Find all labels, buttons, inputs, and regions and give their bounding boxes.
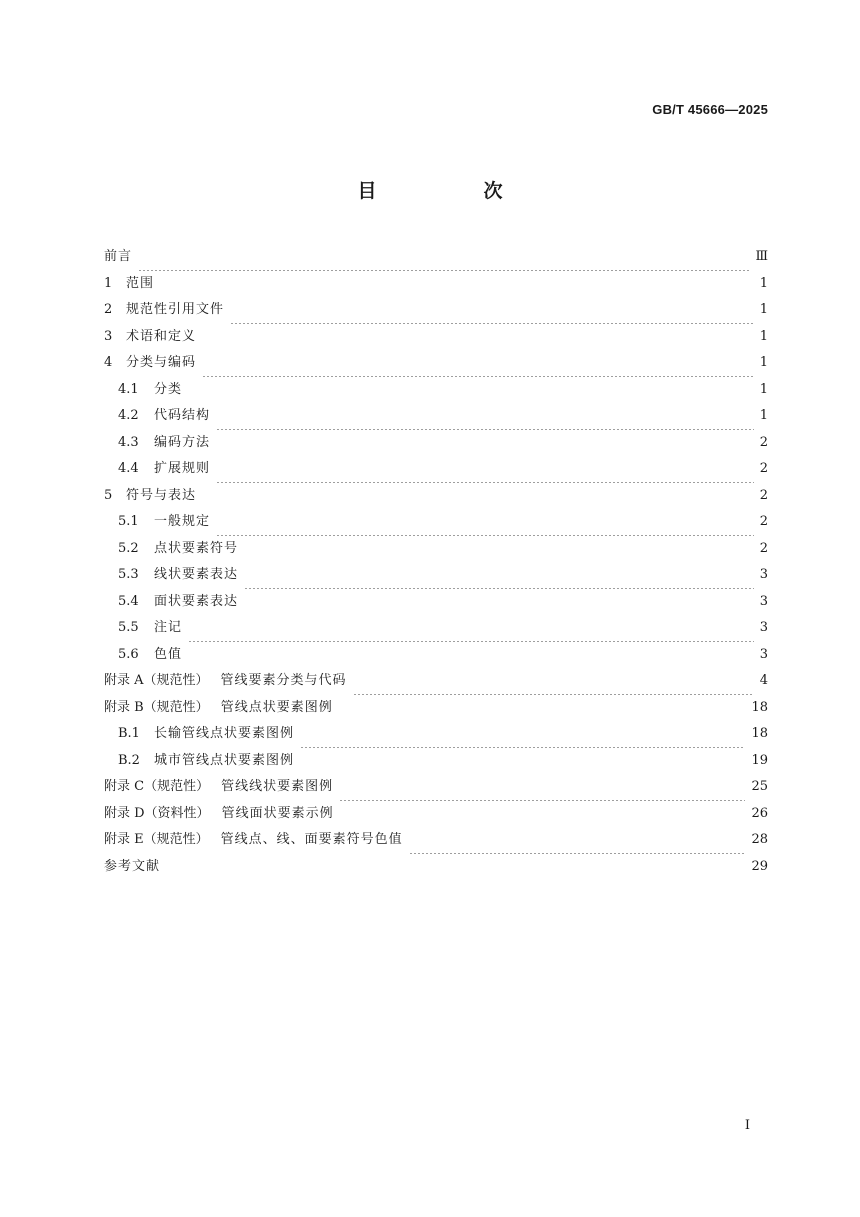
toc-dot-leader (339, 774, 745, 801)
toc-dot-leader (230, 297, 754, 324)
toc-entry-number: 3 (104, 328, 113, 344)
toc-dot-leader (216, 403, 754, 430)
toc-entry-number: 4.4 (118, 461, 139, 476)
toc-dot-leader (353, 668, 754, 695)
toc-entry-title: 管线线状要素图例 (221, 779, 334, 794)
toc-entry-number: 附录 A（规范性） (104, 673, 209, 688)
toc-dot-leader (300, 748, 745, 775)
toc-entry-page: 2 (759, 461, 768, 476)
toc-entry-title: 注记 (154, 620, 183, 635)
toc-entry-title: 管线要素分类与代码 (220, 673, 347, 688)
toc-dot-leader (216, 456, 754, 483)
toc-entry-page: 2 (759, 487, 768, 503)
toc-dot-leader (244, 589, 754, 616)
toc-entry-title: 管线点、线、面要素符号色值 (220, 832, 403, 847)
toc-entry[interactable] (104, 509, 768, 536)
toc-entry-number: 附录 C（规范性） (104, 779, 210, 794)
toc-dot-leader (166, 854, 745, 881)
toc-entry-page: 26 (751, 805, 768, 821)
toc-entry-number: 附录 D（资料性） (104, 805, 210, 821)
toc-entry-title: 色值 (154, 646, 183, 662)
toc-entry-number: 5.4 (118, 593, 139, 609)
toc-entry-number: 5.2 (118, 540, 139, 556)
toc-entry[interactable] (104, 536, 768, 563)
table-of-contents (104, 244, 768, 880)
toc-entry-title: 规范性引用文件 (126, 302, 225, 317)
toc-entry[interactable] (104, 562, 768, 589)
toc-dot-leader (202, 350, 754, 377)
toc-entry-number: 5.1 (118, 514, 139, 529)
toc-entry-number: 4 (104, 355, 113, 370)
toc-entry-page: Ⅲ (755, 249, 768, 264)
toc-entry-number: 5.6 (118, 646, 139, 662)
toc-entry-title: 管线面状要素示例 (221, 805, 334, 821)
toc-entry-title: 扩展规则 (154, 461, 211, 476)
toc-entry[interactable] (104, 430, 768, 457)
toc-entry[interactable] (104, 589, 768, 616)
toc-dot-leader (138, 244, 749, 271)
toc-entry-number: 4.3 (118, 434, 139, 450)
toc-dot-leader (216, 509, 754, 536)
toc-dot-leader (160, 271, 754, 298)
toc-entry[interactable] (104, 244, 768, 271)
toc-entry-page: 18 (751, 726, 768, 741)
toc-entry[interactable] (104, 721, 768, 748)
page-title: 目 次 (357, 180, 547, 202)
toc-entry-title: 面状要素表达 (154, 593, 239, 609)
toc-entry-page: 19 (751, 752, 768, 768)
toc-entry[interactable] (104, 271, 768, 298)
toc-dot-leader (188, 642, 754, 669)
toc-entry[interactable] (104, 801, 768, 828)
toc-dot-leader (202, 483, 754, 510)
toc-entry[interactable] (104, 615, 768, 642)
toc-entry-title: 编码方法 (154, 434, 211, 450)
toc-entry-page: 4 (759, 673, 768, 688)
toc-dot-leader (339, 695, 746, 722)
toc-entry[interactable] (104, 642, 768, 669)
toc-entry-page: 18 (751, 699, 768, 715)
toc-entry-title: 点状要素符号 (154, 540, 239, 556)
toc-dot-leader (409, 827, 746, 854)
toc-entry[interactable] (104, 668, 768, 695)
toc-entry[interactable] (104, 827, 768, 854)
toc-entry-title: 管线点状要素图例 (220, 699, 333, 715)
toc-entry-page: 1 (759, 302, 768, 317)
toc-entry-title: 代码结构 (154, 408, 211, 423)
toc-entry-page: 2 (759, 514, 768, 529)
toc-entry[interactable] (104, 350, 768, 377)
toc-entry-page: 2 (759, 540, 768, 556)
toc-entry[interactable] (104, 854, 768, 881)
toc-entry[interactable] (104, 748, 768, 775)
toc-entry-number: 5 (104, 487, 113, 503)
toc-entry-number: 5.3 (118, 567, 139, 582)
toc-entry-title: 范围 (126, 275, 155, 291)
toc-dot-leader (188, 615, 754, 642)
toc-entry-number: 5.5 (118, 620, 139, 635)
toc-entry-title: 城市管线点状要素图例 (154, 752, 295, 768)
toc-dot-leader (340, 801, 746, 828)
toc-entry-page: 1 (759, 408, 768, 423)
toc-entry-page: 1 (759, 275, 768, 291)
toc-dot-leader (188, 377, 754, 404)
toc-entry-page: 2 (759, 434, 768, 450)
toc-entry-page: 3 (759, 593, 768, 609)
toc-entry-page: 1 (759, 355, 768, 370)
toc-entry-page: 1 (759, 328, 768, 344)
toc-entry[interactable] (104, 297, 768, 324)
toc-entry-number: 附录 B（规范性） (104, 699, 209, 715)
toc-entry-number: 附录 E（规范性） (104, 832, 209, 847)
standard-number: GB/T 45666—2025 (652, 102, 768, 117)
toc-entry-number: B.1 (118, 726, 140, 741)
toc-entry-title: 术语和定义 (126, 328, 197, 344)
toc-entry-title: 一般规定 (154, 514, 211, 529)
toc-entry-page: 29 (751, 858, 768, 874)
toc-dot-leader (244, 536, 754, 563)
toc-entry-title: 分类 (154, 381, 183, 397)
toc-entry-number: 1 (104, 275, 113, 291)
toc-entry[interactable] (104, 695, 768, 722)
toc-entry-page: 3 (759, 567, 768, 582)
toc-entry[interactable] (104, 483, 768, 510)
toc-entry-title: 分类与编码 (126, 355, 197, 370)
toc-entry-number: 2 (104, 302, 113, 317)
toc-entry[interactable] (104, 377, 768, 404)
toc-entry[interactable] (104, 403, 768, 430)
toc-entry-number: 4.2 (118, 408, 139, 423)
toc-dot-leader (202, 324, 754, 351)
toc-entry-title: 前言 (104, 249, 133, 264)
toc-entry-number: 4.1 (118, 381, 139, 397)
toc-entry-page: 3 (759, 620, 768, 635)
toc-entry[interactable] (104, 774, 768, 801)
toc-dot-leader (244, 562, 754, 589)
toc-entry-page: 3 (759, 646, 768, 662)
toc-entry-page: 25 (751, 779, 768, 794)
toc-entry-number: B.2 (118, 752, 140, 768)
toc-dot-leader (216, 430, 754, 457)
toc-dot-leader (300, 721, 745, 748)
toc-entry-title: 符号与表达 (126, 487, 197, 503)
toc-entry-title: 长输管线点状要素图例 (154, 726, 295, 741)
toc-entry-title: 参考文献 (104, 858, 161, 874)
toc-entry-page: 1 (759, 381, 768, 397)
toc-entry-page: 28 (751, 832, 768, 847)
toc-entry-title: 线状要素表达 (154, 567, 239, 582)
toc-entry[interactable] (104, 324, 768, 351)
page-number: I (744, 1118, 750, 1133)
toc-entry[interactable] (104, 456, 768, 483)
